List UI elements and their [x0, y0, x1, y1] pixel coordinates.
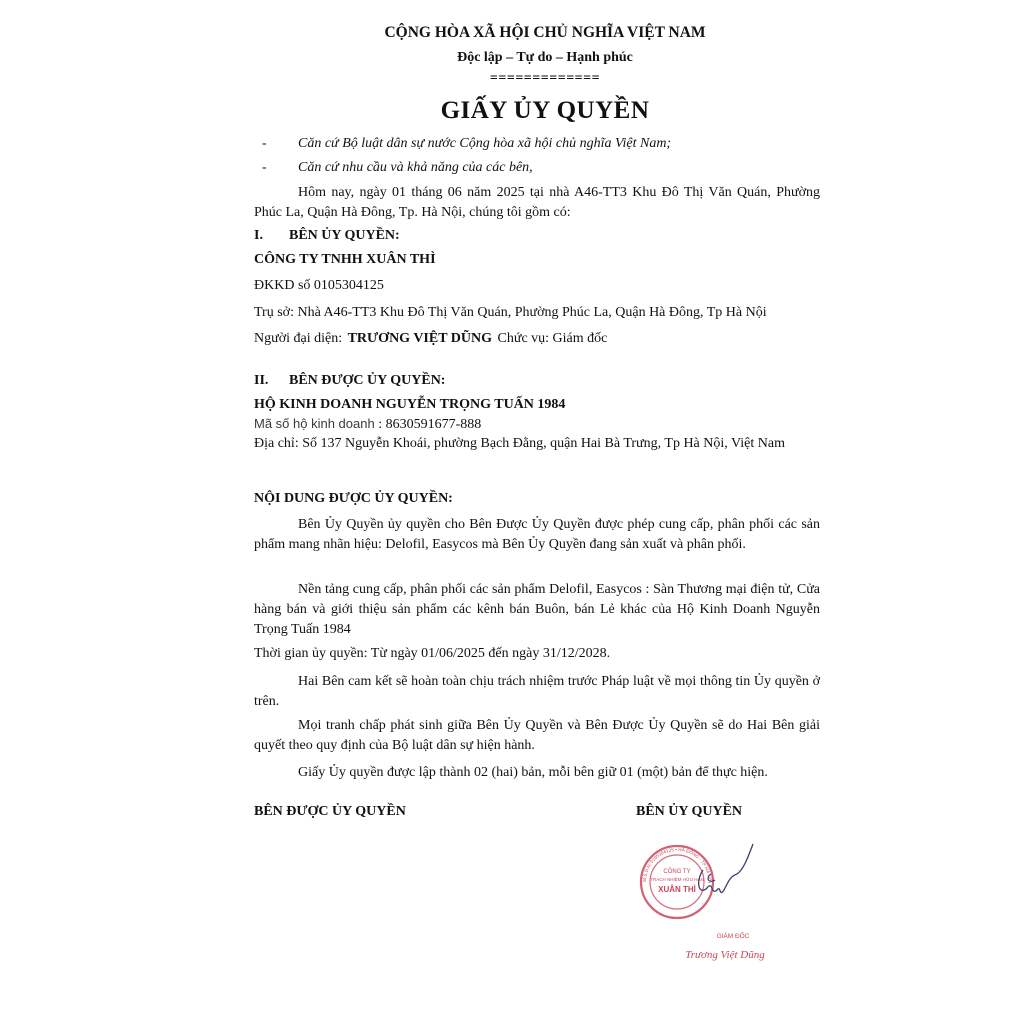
bullet-marker: - [262, 136, 267, 151]
grantee-signature-label: BÊN ĐƯỢC ỦY QUYỀN [254, 804, 406, 819]
motto: Độc lập – Tự do – Hạnh phúc [457, 50, 633, 65]
country-header: CỘNG HÒA XÃ HỘI CHỦ NGHĨA VIỆT NAM [384, 24, 706, 41]
seal-line-2: TRÁCH NHIỆM HỮU HẠN [650, 877, 704, 882]
signer-name: Trương Việt Dũng [685, 949, 765, 961]
code-label: Mã số hộ kinh doanh [254, 416, 375, 431]
seal-ring-path: M.S.D.N: 0105304125 • HÀ ĐÔNG - TP HÀ NỘI [641, 846, 713, 884]
grantee-code [254, 416, 481, 433]
content-paragraph-5: Giấy Ủy quyền được lập thành 02 (hai) bản, mỗi bên giữ 01 (một) bản để thực hiện. [298, 765, 768, 780]
rep-position: Chức vụ: Giám đốc [497, 331, 608, 346]
grantor-address: Trụ sở: Nhà A46-TT3 Khu Đô Thị Văn Quán, Phường Phúc La, Quận Hà Đông, Tp Hà Nội [254, 305, 767, 320]
document-title: GIẤY ỦY QUYỀN [440, 97, 650, 124]
legal-basis-2: Căn cứ nhu cầu và khả năng của các bên, [298, 160, 533, 175]
content-paragraph-2: Nền tảng cung cấp, phân phối các sản phẩm Delofil, Easycos : Sàn Thương mại điện tử, Cửa hàng bán và giới thiệu sản phẩm các kênh bán Buôn, bán Lẻ khác của Hộ Kinh Doanh Nguyễn Trọng Tuấn 1984 [254, 582, 820, 637]
legal-basis-1: Căn cứ Bộ luật dân sự nước Cộng hòa xã hội chủ nghĩa Việt Nam; [298, 136, 672, 151]
content-title: NỘI DUNG ĐƯỢC ỦY QUYỀN: [254, 491, 453, 506]
grantor-signature-label: BÊN ỦY QUYỀN [636, 804, 743, 819]
signer-title: GIÁM ĐỐC [716, 933, 750, 940]
grantor-representative [254, 331, 607, 347]
grantee-business: HỘ KINH DOANH NGUYỄN TRỌNG TUẤN 1984 [254, 397, 566, 412]
seal-line-3: XUÂN THÌ [658, 885, 696, 894]
content-paragraph-1: Bên Ủy Quyền ủy quyền cho Bên Được Ủy Quyền được phép cung cấp, phân phối các sản phẩm mang nhãn hiệu: Delofil, Easycos mà Bên Ủy Quyền đang sản xuất và phân phối. [254, 517, 820, 552]
company-seal-and-signature [625, 830, 775, 970]
intro-paragraph: Hôm nay, ngày 01 tháng 06 năm 2025 tại nhà A46-TT3 Khu Đô Thị Văn Quán, Phường Phúc La, Quận Hà Đông, Tp. Hà Nội, chúng tôi gồm có: [254, 185, 820, 220]
grantor-registration: ĐKKD số 0105304125 [254, 278, 384, 293]
section-2-number: II. [254, 373, 269, 388]
content-paragraph-4: Mọi tranh chấp phát sinh giữa Bên Ủy Quyền và Bên Được Ủy Quyền sẽ do Hai Bên giải quyết theo quy định của Bộ luật dân sự hiện hành. [254, 718, 820, 753]
code-value: : 8630591677-888 [378, 417, 482, 432]
content-paragraph-3: Hai Bên cam kết sẽ hoàn toàn chịu trách nhiệm trước Pháp luật về mọi thông tin Ủy quyền ở trên. [254, 674, 820, 709]
grantee-address: Địa chỉ: Số 137 Nguyễn Khoái, phường Bạch Đằng, quận Hai Bà Trưng, Tp Hà Nội, Việt Nam [254, 436, 785, 451]
header-divider: ============= [489, 71, 601, 86]
bullet-marker: - [262, 160, 267, 175]
grantor-company: CÔNG TY TNHH XUÂN THÌ [254, 252, 436, 267]
rep-name: TRƯƠNG VIỆT DŨNG [347, 331, 493, 346]
section-1-title: BÊN ỦY QUYỀN: [289, 228, 400, 243]
seal-icon [625, 830, 775, 970]
seal-line-1: CÔNG TY [663, 869, 691, 875]
section-2-title: BÊN ĐƯỢC ỦY QUYỀN: [289, 373, 446, 388]
section-1-number: I. [254, 228, 263, 243]
authorization-period: Thời gian ủy quyền: Từ ngày 01/06/2025 đến ngày 31/12/2028. [254, 646, 611, 661]
rep-label: Người đại diện: [254, 331, 343, 346]
